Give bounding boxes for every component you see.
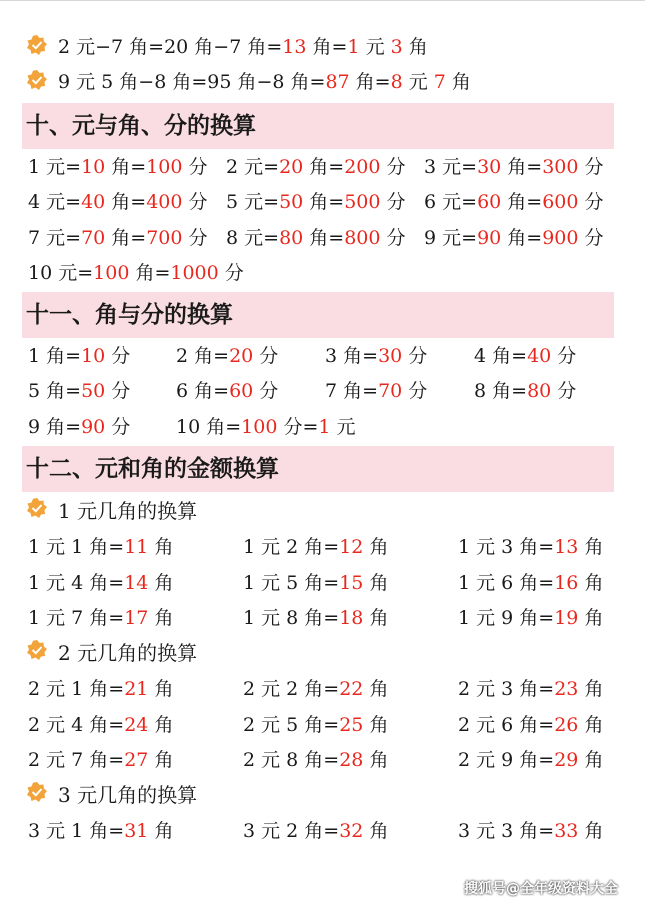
expression-text: 角 [148,713,174,736]
expression-text: 1 元= [28,156,82,178]
expression-text: 10 元= [28,262,94,284]
expression-text: 分 [105,345,131,367]
subsection-label: 1 元几角的换算 [58,499,198,523]
conversion-item [458,530,603,564]
expression-text: 1 元 9 角= [458,607,555,629]
expression-text: 7 角= [325,380,379,402]
expression-text: 角= [105,156,147,178]
answer-value: 1000 [170,262,219,284]
expression-text: 分 [402,345,428,367]
expression-text: 2 角= [176,345,230,367]
conversion-item [325,374,427,408]
answer-value: 100 [146,156,183,178]
expression-text: 角 [148,607,174,629]
conversion-item [474,339,576,373]
expression-text: 10 角= [176,416,242,438]
answer-value: 18 [339,607,364,629]
expression-text: 1 元 2 角= [243,536,340,558]
expression-text: 角 [363,820,389,842]
answer-value: 10 [81,345,106,367]
expression-text: 分 [551,345,577,367]
expression-text: 2 元 5 角= [243,713,340,736]
conversion-item [424,221,604,255]
expression-text: 分 [380,156,406,178]
conversion-item [424,150,604,184]
conversion-item [28,256,244,290]
answer-value: 3 [390,36,403,58]
answer-value: 21 [124,678,149,700]
conversion-item [424,185,604,219]
expression-text: 角 [578,749,604,771]
conversion-item [28,708,173,742]
answer-value: 900 [542,227,579,249]
expression-text: 3 元 3 角= [458,820,555,842]
answer-value: 33 [554,820,579,842]
conversion-item [176,410,356,444]
conversion-item [243,566,388,600]
expression-text: 角= [303,191,345,213]
expression-text: 3 元= [424,156,478,178]
answer-value: 13 [554,536,579,558]
answer-value: 8 [390,71,403,93]
expression-text: 角 [402,36,428,58]
expression-text: 角= [349,71,391,93]
subsection-label: 2 元几角的换算 [58,641,198,665]
conversion-item [243,814,388,848]
expression-text: 角 [363,536,389,558]
answer-value: 60 [477,191,502,213]
expression-text: 2 元 4 角= [28,713,125,736]
answer-value: 11 [124,536,149,558]
expression-text: 分 [380,227,406,249]
conversion-item [458,566,603,600]
expression-text: 分 [253,380,279,402]
expression-text: 分 [578,156,604,178]
top-line-1 [58,30,428,64]
conversion-item [28,566,173,600]
expression-text: 4 角= [474,345,528,367]
answer-value: 90 [477,227,502,249]
conversion-item [458,672,603,706]
answer-value: 50 [81,380,106,402]
answer-value: 22 [339,678,364,700]
expression-text: 2 元 6 角= [458,713,555,736]
subsection-label: 3 元几角的换算 [58,783,198,807]
expression-text: 元 [359,36,391,58]
expression-text: 分 [182,227,208,249]
section-12-heading: 十二、元和角的金额换算 [22,446,614,492]
expression-text: 1 角= [28,345,82,367]
answer-value: 90 [81,416,106,438]
expression-text: 2 元 9 角= [458,749,555,771]
expression-text: 分 [105,416,131,438]
conversion-item [28,672,173,706]
expression-text: 分 [182,156,208,178]
expression-text: 角 [578,607,604,629]
expression-text: 1 元 1 角= [28,536,125,558]
answer-value: 16 [554,571,579,594]
expression-text: 角= [129,262,171,284]
answer-value: 500 [344,191,381,213]
top-border [0,0,645,5]
expression-text: 5 元= [226,191,280,213]
expression-text: 角= [501,156,543,178]
conversion-item [28,221,208,255]
check-badge-icon [27,498,47,518]
answer-value: 32 [339,820,364,842]
section-11-heading: 十一、角与分的换算 [22,292,614,338]
expression-text: 2 元 7 角= [28,749,125,771]
expression-text: 角 [148,749,174,771]
expression-text: 角 [578,713,604,736]
conversion-item [28,743,173,777]
expression-text: 角= [105,191,147,213]
expression-text: 角 [363,678,389,700]
answer-value: 70 [81,227,106,249]
expression-text: 角 [148,820,174,842]
answer-value: 40 [527,345,552,367]
answer-value: 26 [554,713,579,736]
top-line-2 [58,65,471,99]
expression-text: 角= [501,191,543,213]
expression-text: 角= [303,156,345,178]
answer-value: 28 [339,749,364,771]
answer-value: 1 [347,36,360,58]
conversion-item [474,374,576,408]
expression-text: 9 元= [424,227,478,249]
answer-value: 300 [542,156,579,178]
expression-text: 1 元 5 角= [243,571,340,594]
answer-value: 30 [477,156,502,178]
expression-text: 9 元 5 角−8 角=95 角−8 角= [58,71,326,93]
expression-text: 分 [105,380,131,402]
expression-text: 分 [551,380,577,402]
conversion-item [28,530,173,564]
conversion-item [243,601,388,635]
conversion-item [458,601,603,635]
answer-value: 31 [124,820,149,842]
expression-text: 4 元= [28,191,82,213]
expression-text: 7 元= [28,227,82,249]
answer-value: 29 [554,749,579,771]
expression-text: 2 元= [226,156,280,178]
conversion-item [325,339,427,373]
expression-text: 角= [501,227,543,249]
answer-value: 200 [344,156,381,178]
expression-text: 元 [330,416,356,438]
expression-text: 角 [363,749,389,771]
answer-value: 19 [554,607,579,629]
answer-value: 12 [339,536,364,558]
conversion-item [176,374,278,408]
conversion-item [226,185,406,219]
expression-text: 1 元 7 角= [28,607,125,629]
expression-text: 角 [578,820,604,842]
expression-text: 5 角= [28,380,82,402]
expression-text: 9 角= [28,416,82,438]
expression-text: 分 [402,380,428,402]
expression-text: 角 [578,571,604,594]
watermark-text: 搜狐号@全年级资料大全 [464,881,618,897]
expression-text: 分 [578,191,604,213]
answer-value: 70 [378,380,403,402]
answer-value: 100 [93,262,130,284]
expression-text: 角 [148,571,174,594]
expression-text: 1 元 4 角= [28,571,125,594]
expression-text: 分 [380,191,406,213]
answer-value: 80 [279,227,304,249]
expression-text: 1 元 6 角= [458,571,555,594]
expression-text: 分 [182,191,208,213]
conversion-item [243,530,388,564]
answer-value: 700 [146,227,183,249]
expression-text: 角 [363,571,389,594]
conversion-item [458,814,603,848]
conversion-item [176,339,278,373]
answer-value: 87 [325,71,350,93]
answer-value: 400 [146,191,183,213]
conversion-item [226,221,406,255]
expression-text: 1 元 3 角= [458,536,555,558]
conversion-item [28,601,173,635]
answer-value: 17 [124,607,149,629]
answer-value: 10 [81,156,106,178]
expression-text: 8 角= [474,380,528,402]
conversion-item [243,708,388,742]
expression-text: 1 元 8 角= [243,607,340,629]
expression-text: 角 [148,678,174,700]
answer-value: 13 [282,36,307,58]
expression-text: 角 [363,713,389,736]
answer-value: 800 [344,227,381,249]
conversion-item [243,743,388,777]
conversion-item [28,410,130,444]
expression-text: 角= [105,227,147,249]
check-badge-icon [27,70,47,90]
expression-text: 角 [148,536,174,558]
expression-text: 分 [218,262,244,284]
expression-text: 3 角= [325,345,379,367]
expression-text: 分= [277,416,319,438]
expression-text: 角 [578,536,604,558]
expression-text: 角= [306,36,348,58]
conversion-item [28,150,208,184]
expression-text: 8 元= [226,227,280,249]
section-10-heading: 十、元与角、分的换算 [22,103,614,149]
answer-value: 14 [124,571,149,594]
expression-text: 2 元 3 角= [458,678,555,700]
answer-value: 25 [339,713,364,736]
answer-value: 600 [542,191,579,213]
expression-text: 2 元−7 角=20 角−7 角= [58,36,283,58]
answer-value: 27 [124,749,149,771]
answer-value: 15 [339,571,364,594]
conversion-item [28,374,130,408]
conversion-item [458,708,603,742]
answer-value: 40 [81,191,106,213]
check-badge-icon [27,782,47,802]
answer-value: 100 [241,416,278,438]
expression-text: 6 角= [176,380,230,402]
answer-value: 7 [433,71,446,93]
check-badge-icon [27,640,47,660]
answer-value: 80 [527,380,552,402]
expression-text: 分 [253,345,279,367]
expression-text: 2 元 1 角= [28,678,125,700]
conversion-item [458,743,603,777]
answer-value: 60 [229,380,254,402]
conversion-item [226,150,406,184]
expression-text: 角 [445,71,471,93]
answer-value: 50 [279,191,304,213]
answer-value: 23 [554,678,579,700]
expression-text: 3 元 2 角= [243,820,340,842]
conversion-item [243,672,388,706]
expression-text: 角 [363,607,389,629]
expression-text: 2 元 8 角= [243,749,340,771]
expression-text: 角 [578,678,604,700]
answer-value: 1 [318,416,331,438]
answer-value: 20 [279,156,304,178]
expression-text: 3 元 1 角= [28,820,125,842]
answer-value: 20 [229,345,254,367]
expression-text: 元 [402,71,434,93]
expression-text: 6 元= [424,191,478,213]
conversion-item [28,185,208,219]
conversion-item [28,814,173,848]
conversion-item [28,339,130,373]
expression-text: 角= [303,227,345,249]
answer-value: 30 [378,345,403,367]
check-badge-icon [27,35,47,55]
answer-value: 24 [124,713,149,736]
expression-text: 2 元 2 角= [243,678,340,700]
expression-text: 分 [578,227,604,249]
